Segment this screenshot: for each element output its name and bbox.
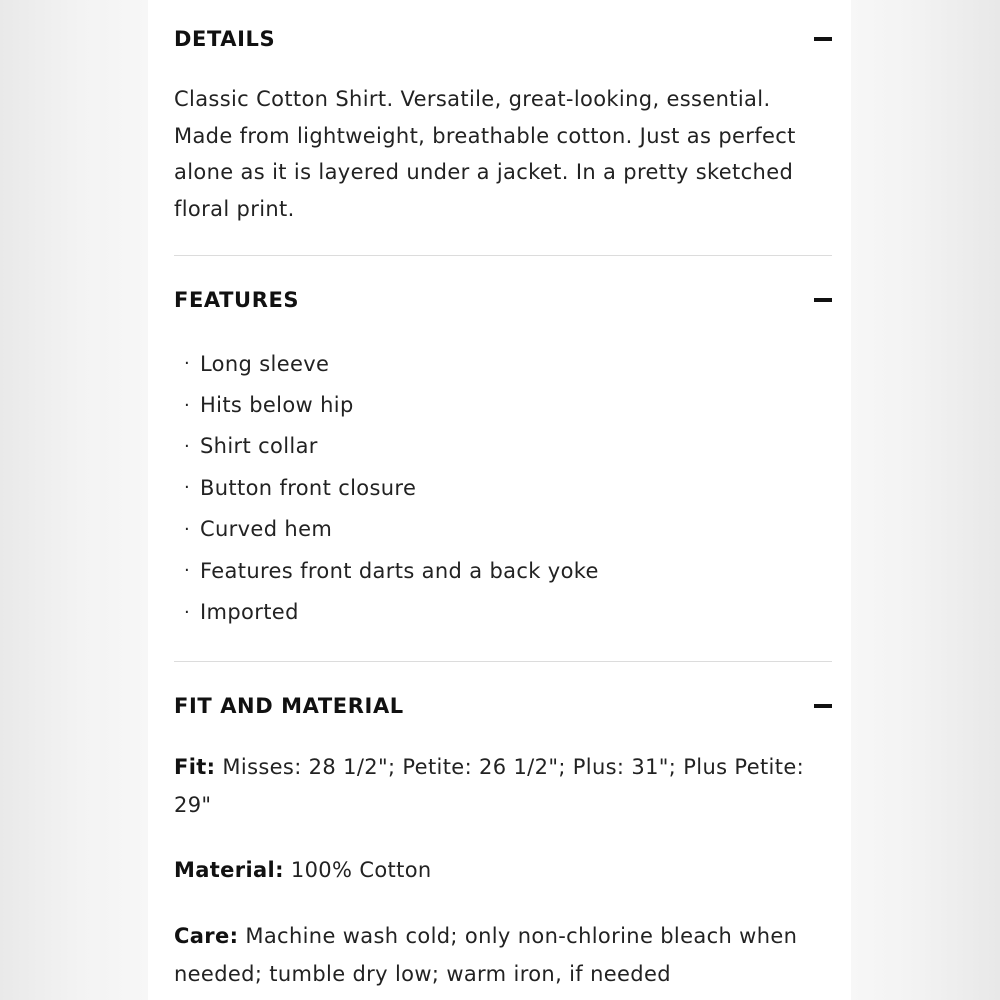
fit-material-accordion-header[interactable] (174, 686, 832, 726)
bullet-dot: · (184, 518, 191, 540)
care-value: Machine wash cold; only non-chlorine bleach when needed; tumble dry low; warm iron, if needed (174, 924, 798, 986)
feature-text: Features front darts and a back yoke (200, 558, 599, 583)
collapse-minus-icon[interactable] (814, 298, 832, 302)
feature-text: Curved hem (200, 517, 333, 542)
fit-label: Fit: (174, 755, 216, 779)
care-label: Care: (174, 924, 239, 948)
fit-material-title: FIT AND MATERIAL (174, 694, 404, 718)
features-title: FEATURES (174, 288, 300, 312)
features-accordion-header[interactable] (174, 280, 832, 320)
list-item (184, 343, 599, 384)
material-label: Material: (174, 858, 284, 882)
feature-text: Button front closure (200, 475, 417, 500)
list-item (184, 384, 599, 425)
list-item (184, 426, 599, 467)
feature-text: Hits below hip (200, 393, 354, 418)
bullet-dot: · (184, 394, 191, 416)
details-title: DETAILS (174, 27, 276, 51)
feature-text: Long sleeve (200, 351, 330, 376)
feature-text: Shirt collar (200, 434, 318, 459)
section-divider (174, 661, 832, 662)
fit-info (174, 749, 832, 824)
list-item (184, 509, 599, 550)
list-item (184, 591, 599, 632)
collapse-minus-icon[interactable] (814, 704, 832, 708)
bullet-dot: · (184, 435, 191, 457)
feature-text: Imported (200, 600, 299, 625)
features-list (184, 343, 599, 633)
fit-value: Misses: 28 1/2"; Petite: 26 1/2"; Plus: 31"; Plus Petite: 29" (174, 755, 805, 817)
bullet-dot: · (184, 560, 191, 582)
details-accordion-header[interactable] (174, 19, 832, 59)
bullet-dot: · (184, 601, 191, 623)
collapse-minus-icon[interactable] (814, 37, 832, 41)
material-info (174, 852, 832, 890)
section-divider (174, 255, 832, 256)
bullet-dot: · (184, 477, 191, 499)
care-info (174, 918, 832, 993)
product-info-panel (148, 0, 851, 1000)
list-item (184, 467, 599, 508)
bullet-dot: · (184, 353, 191, 375)
list-item (184, 550, 599, 591)
details-description: Classic Cotton Shirt. Versatile, great-looking, essential. Made from lightweight, breathable cotton. Just as perfect alone as it is layered under a jacket. In a pretty sketched floral print. (174, 87, 796, 221)
material-value: 100% Cotton (290, 858, 432, 882)
